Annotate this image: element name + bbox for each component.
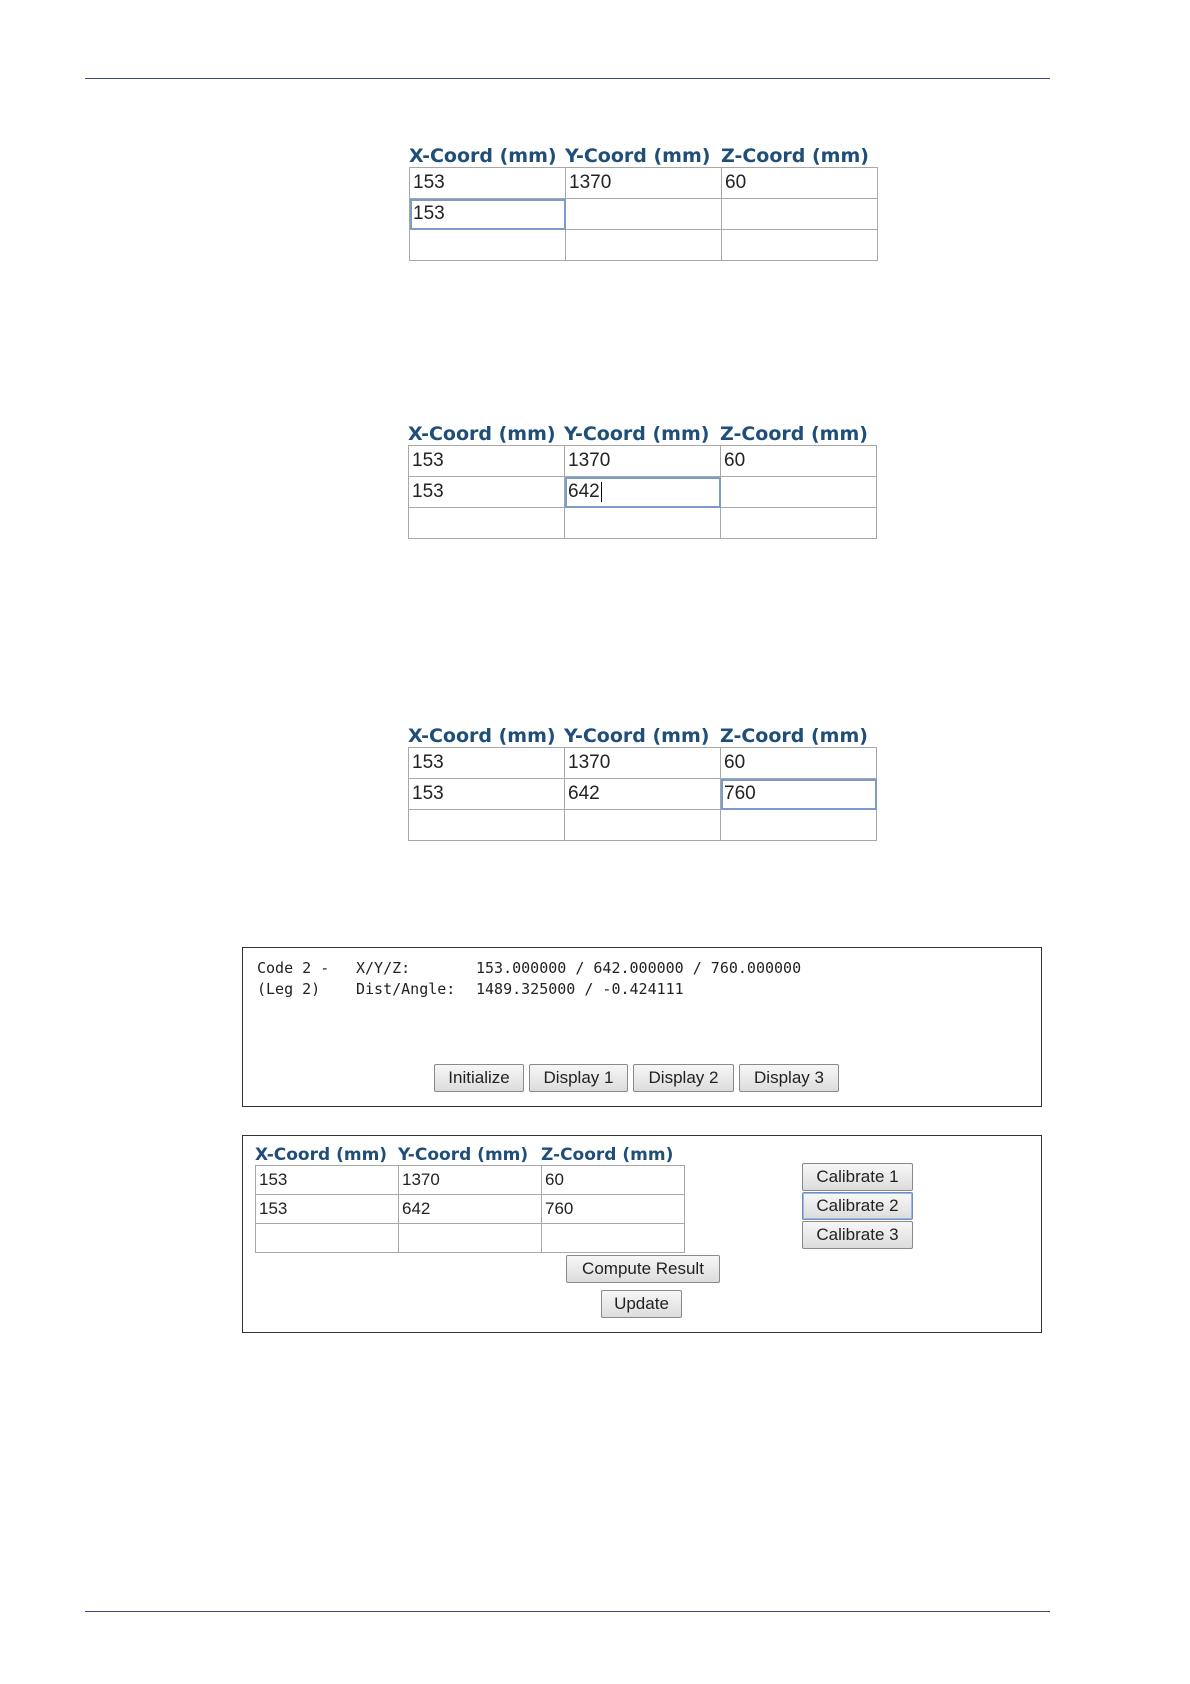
z-input-row2[interactable]	[722, 199, 878, 230]
y-coord-header: Y-Coord (mm)	[565, 145, 711, 167]
coord-table-header	[255, 1140, 685, 1165]
calibrate-1-button[interactable]: Calibrate 1	[802, 1163, 913, 1191]
coord-table-step3	[408, 720, 877, 841]
x-input-row1[interactable]: 153	[410, 168, 566, 199]
update-button[interactable]: Update	[601, 1290, 682, 1318]
initialize-button[interactable]: Initialize	[434, 1064, 524, 1092]
x-input-row2[interactable]: 153	[256, 1195, 399, 1224]
status-line2-key: Dist/Angle:	[356, 980, 456, 998]
x-input-row3[interactable]	[409, 810, 565, 841]
display-3-button[interactable]: Display 3	[739, 1064, 839, 1092]
y-coord-header: Y-Coord (mm)	[564, 423, 710, 445]
calibration-panel	[242, 1135, 1042, 1333]
x-coord-header: X-Coord (mm)	[408, 725, 556, 747]
y-input-row3[interactable]	[566, 230, 722, 261]
y-input-row1[interactable]: 1370	[399, 1166, 542, 1195]
z-input-row1[interactable]: 60	[722, 168, 878, 199]
status-line2-label: (Leg 2)	[257, 980, 321, 998]
y-input-row1[interactable]: 1370	[565, 748, 721, 779]
y-input-row2[interactable]: 642	[565, 779, 721, 810]
coord-grid	[409, 167, 878, 261]
x-coord-header: X-Coord (mm)	[255, 1145, 388, 1165]
z-input-row1[interactable]: 60	[542, 1166, 685, 1195]
z-input-row3[interactable]	[722, 230, 878, 261]
status-line1-label: Code 2 -	[257, 959, 330, 977]
coord-table-step1	[409, 140, 878, 261]
y-coord-header: Y-Coord (mm)	[398, 1145, 529, 1165]
y-input-row3[interactable]	[565, 508, 721, 539]
z-input-row3[interactable]	[721, 508, 877, 539]
coord-table-header	[408, 418, 877, 445]
x-coord-header: X-Coord (mm)	[408, 423, 556, 445]
calibrate-3-button[interactable]: Calibrate 3	[802, 1221, 913, 1249]
display-2-button[interactable]: Display 2	[633, 1064, 734, 1092]
footer-rule	[85, 1611, 1050, 1612]
coord-grid	[255, 1165, 685, 1253]
x-input-row2[interactable]: 153	[410, 199, 566, 230]
status-line1-key: X/Y/Z:	[356, 959, 411, 977]
x-input-row2[interactable]: 153	[409, 477, 565, 508]
z-input-row1[interactable]: 60	[721, 748, 877, 779]
x-input-row3[interactable]	[409, 508, 565, 539]
x-input-row3[interactable]	[256, 1224, 399, 1253]
status-panel	[242, 947, 1042, 1107]
status-line2-value: 1489.325000 / -0.424111	[476, 980, 684, 998]
x-input-row3[interactable]	[410, 230, 566, 261]
z-input-row2[interactable]: 760	[542, 1195, 685, 1224]
x-input-row1[interactable]: 153	[256, 1166, 399, 1195]
z-input-row2[interactable]: 760	[721, 779, 877, 810]
coord-table-header	[409, 140, 878, 167]
z-coord-header: Z-Coord (mm)	[720, 423, 868, 445]
x-input-row2[interactable]: 153	[409, 779, 565, 810]
y-input-row2[interactable]	[566, 199, 722, 230]
status-line1-value: 153.000000 / 642.000000 / 760.000000	[476, 959, 802, 977]
z-input-row1[interactable]: 60	[721, 446, 877, 477]
text-caret	[601, 482, 603, 502]
display-1-button[interactable]: Display 1	[529, 1064, 628, 1092]
z-coord-header: Z-Coord (mm)	[720, 725, 868, 747]
compute-result-button[interactable]: Compute Result	[566, 1255, 720, 1283]
coord-table-header	[408, 720, 877, 747]
coord-grid	[408, 445, 877, 539]
header-rule	[85, 78, 1050, 79]
coord-table-step2	[408, 418, 877, 539]
y-input-row2-value: 642	[568, 481, 600, 502]
x-input-row1[interactable]: 153	[409, 748, 565, 779]
y-input-row1[interactable]: 1370	[565, 446, 721, 477]
calibration-coord-table	[255, 1140, 685, 1253]
z-coord-header: Z-Coord (mm)	[541, 1145, 674, 1165]
y-input-row2[interactable]	[565, 477, 721, 508]
coord-grid	[408, 747, 877, 841]
y-input-row1[interactable]: 1370	[566, 168, 722, 199]
z-input-row3[interactable]	[542, 1224, 685, 1253]
x-coord-header: X-Coord (mm)	[409, 145, 557, 167]
calibrate-2-button[interactable]: Calibrate 2	[802, 1192, 913, 1220]
y-coord-header: Y-Coord (mm)	[564, 725, 710, 747]
y-input-row2[interactable]: 642	[399, 1195, 542, 1224]
z-coord-header: Z-Coord (mm)	[721, 145, 869, 167]
y-input-row3[interactable]	[565, 810, 721, 841]
z-input-row2[interactable]	[721, 477, 877, 508]
z-input-row3[interactable]	[721, 810, 877, 841]
y-input-row3[interactable]	[399, 1224, 542, 1253]
x-input-row1[interactable]: 153	[409, 446, 565, 477]
